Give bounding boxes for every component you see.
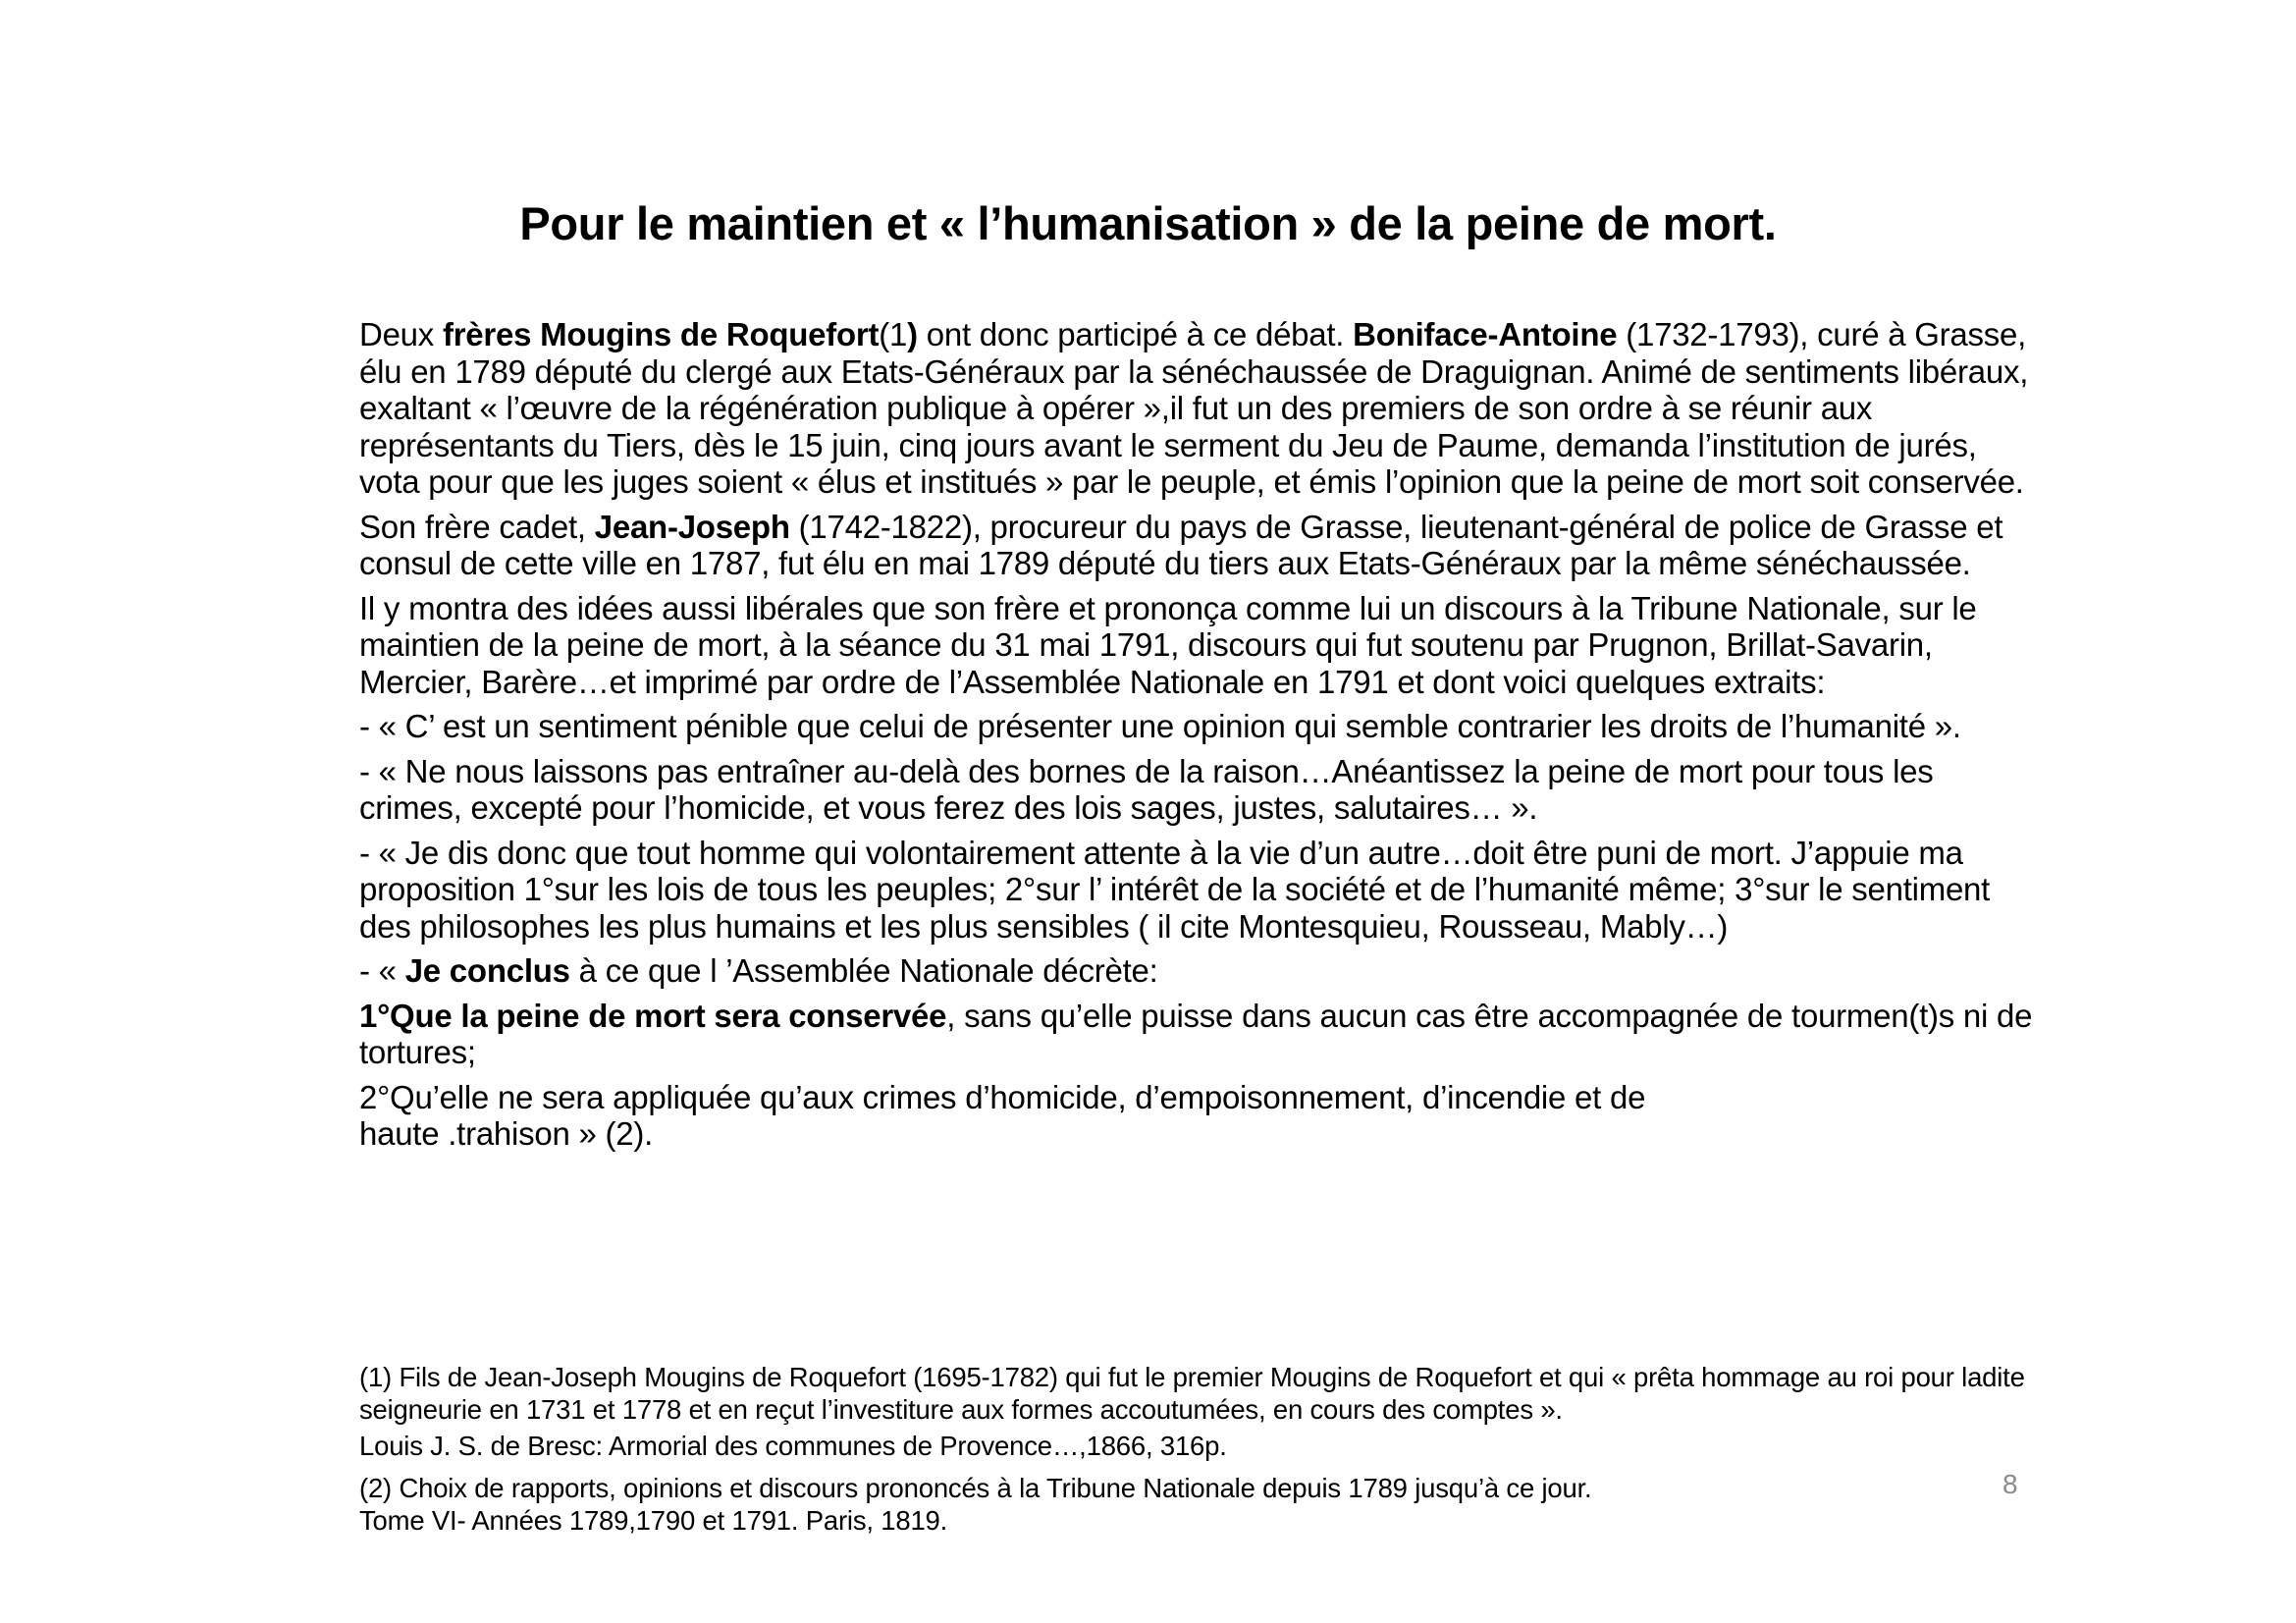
footnote-2-line-2: Tome VI- Années 1789,1790 et 1791. Paris, 1819. (359, 1505, 948, 1536)
decree-2-line-2: haute .trahison » (2). (359, 1115, 654, 1152)
footnote-1: (1) Fils de Jean-Joseph Mougins de Roquefort (1695-1782) qui fut le premier Mougins de Roquefort et qui « prêta hommage au roi pour ladite seigneurie en 1731 et 1778 et en reçut l’investiture aux formes accoutumées, en cours des comptes ». (359, 1362, 2025, 1425)
main-text (359, 316, 2038, 1161)
text-span: Deux (359, 316, 443, 352)
text-span: (1732-1793), curé à Grasse, élu en 1789 député du clergé aux Etats-Généraux par la sénéchaussée de Draguignan. Animé de sentiments libéraux, exaltant « l’œuvre de la régénération publique à opérer »,il fut un des premiers de son ordre à se réunir aux représentants du Tiers, dès le 15 juin, cinq jours avant le serment du Jeu de Paume, demanda l’institution de jurés, vota pour que les juges soient « élus et institués » par le peuple, et émis l’opinion que la peine de mort soit conservée. (359, 316, 2029, 500)
quote-4 (359, 952, 2038, 990)
text-span: Son frère cadet, (359, 508, 595, 545)
paragraph-discours: Il y montra des idées aussi libérales que son frère et prononça comme lui un discours à la Tribune Nationale, sur le maintien de la peine de mort, à la séance du 31 mai 1791, discours qui fut soutenu par Prugnon, Brillat-Savarin, Mercier, Barère…et imprimé par ordre de l’Assemblée Nationale en 1791 et dont voici quelques extraits: (359, 589, 1977, 700)
text-span: à ce que l ’Assemblée Nationale décrète: (569, 952, 1158, 989)
bold-boniface-antoine: Boniface-Antoine (1353, 316, 1618, 352)
quote-3: - « Je dis donc que tout homme qui volontairement attente à la vie d’un autre…doit être puni de mort. J’appuie ma proposition 1°sur les lois de tous les peuples; 2°sur l’ intérêt de la société et de l’humanité même; 3°sur le sentiment des philosophes les plus humains et les plus sensibles ( il cite Montesquieu, Rousseau, Mably…) (359, 834, 1991, 945)
footnote-ref-1: (1 (879, 316, 908, 352)
page-title: Pour le maintien et « l’humanisation » de la peine de mort. (519, 197, 1777, 249)
footnote-1-source: Louis J. S. de Bresc: Armorial des communes de Provence…,1866, 316p. (359, 1431, 1227, 1461)
text-span: ont donc participé à ce débat. (917, 316, 1354, 352)
text-span: , sans qu’elle puisse dans aucun cas être accompagnée de tourmen(t)s ni de tortures; (359, 997, 2033, 1070)
page-number: 8 (2002, 1469, 2018, 1499)
decree-2 (359, 1079, 2038, 1153)
decree-2-line-1: 2°Qu’elle ne sera appliquée qu’aux crimes d’homicide, d’empoisonnement, d’incendie et de (359, 1078, 1646, 1115)
footnotes (359, 1361, 2038, 1541)
bold-jean-joseph: Jean-Joseph (594, 508, 790, 545)
bold-decree-1: 1°Que la peine de mort sera conservée (359, 997, 947, 1034)
footnote-2-line-1: (2) Choix de rapports, opinions et discours prononcés à la Tribune Nationale depuis 1789 jusqu’à ce jour. (359, 1473, 1592, 1503)
bold-brothers: frères Mougins de Roquefort (442, 316, 880, 352)
quote-1: - « C’ est un sentiment pénible que celui de présenter une opinion qui semble contrarier les droits de l’humanité ». (359, 708, 1961, 744)
text-span: - « (359, 952, 405, 989)
paragraph-boniface (359, 316, 2038, 501)
quote-2: - « Ne nous laissons pas entraîner au-delà des bornes de la raison…Anéantissez la peine de mort pour tous les crimes, excepté pour l’homicide, et vous ferez des lois sages, justes, salutaires… ». (359, 752, 1934, 826)
paragraph-jean-joseph (359, 509, 2038, 582)
decree-1 (359, 998, 2038, 1071)
text-span: (1742-1822), procureur du pays de Grasse, lieutenant-général de police de Grasse et consul de cette ville en 1787, fut élu en mai 1789 député du tiers aux Etats-Généraux par la même sénéchaussée. (359, 508, 2003, 581)
footnote-2 (359, 1472, 2038, 1537)
footnote-ref-1-close: ) (907, 316, 918, 352)
bold-je-conclus: Je conclus (404, 952, 570, 989)
